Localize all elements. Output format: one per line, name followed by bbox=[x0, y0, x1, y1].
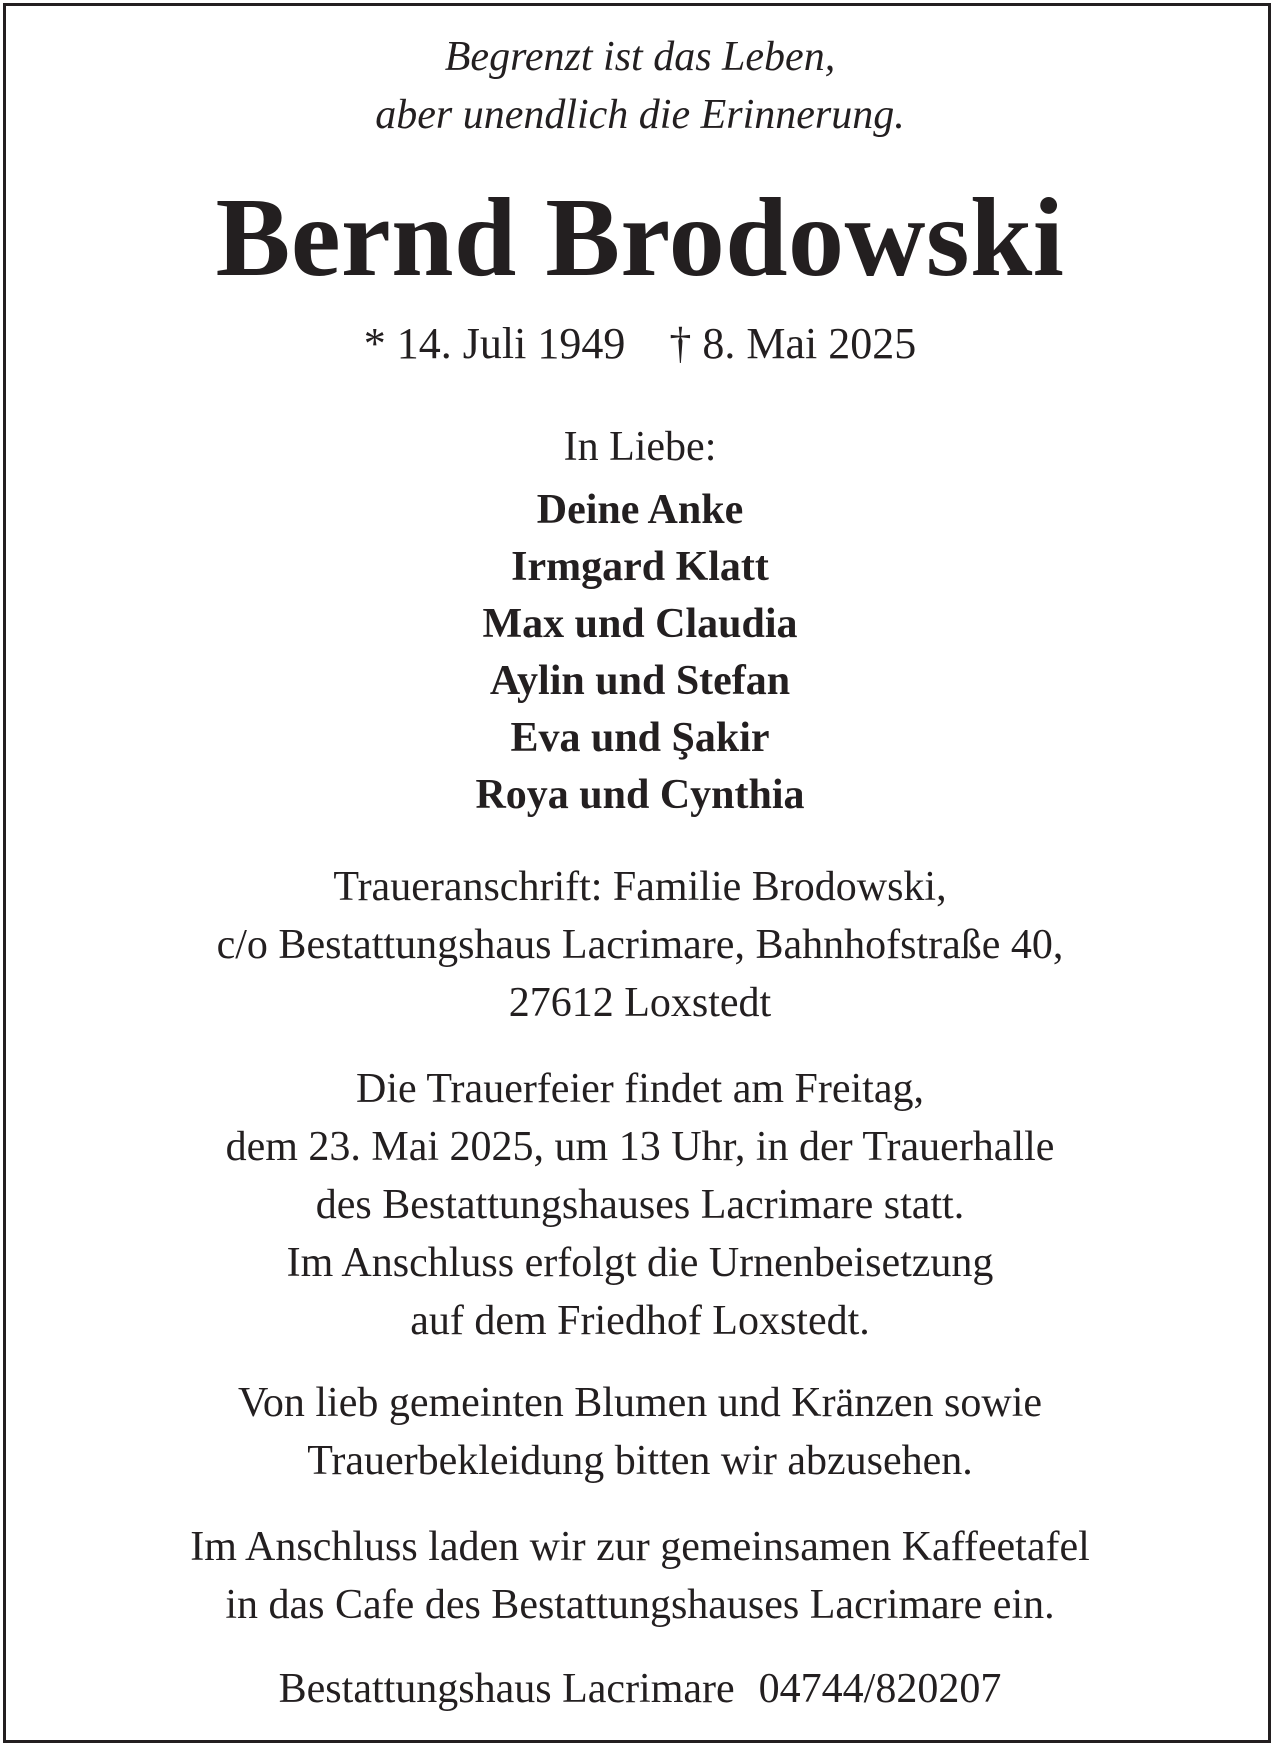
death-date: † 8. Mai 2025 bbox=[669, 319, 917, 368]
ceremony-line: auf dem Friedhof Loxstedt. bbox=[410, 1298, 870, 1344]
coffee-invitation bbox=[0, 1518, 1280, 1634]
coffee-line: Im Anschluss laden wir zur gemeinsamen Kaffeetafel bbox=[190, 1524, 1090, 1570]
funeral-home-contact bbox=[0, 1660, 1280, 1718]
mourner-name: Aylin und Stefan bbox=[489, 658, 791, 704]
address-line: Traueranschrift: Familie Brodowski, bbox=[333, 864, 947, 910]
mourner-name: Irmgard Klatt bbox=[511, 544, 769, 590]
address-line: 27612 Loxstedt bbox=[508, 980, 772, 1026]
ceremony-line: des Bestattungshauses Lacrimare statt. bbox=[315, 1182, 965, 1228]
deceased-name: Bernd Brodowski bbox=[215, 176, 1065, 300]
funeral-home-name: Bestattungshaus Lacrimare bbox=[278, 1666, 735, 1712]
birth-date: * 14. Juli 1949 bbox=[363, 319, 626, 368]
flowers-request bbox=[0, 1374, 1280, 1490]
ceremony-line: Die Trauerfeier findet am Freitag, bbox=[356, 1066, 924, 1112]
mourner-name: Deine Anke bbox=[536, 487, 744, 533]
flowers-line: Trauerbekleidung bitten wir abzusehen. bbox=[307, 1438, 973, 1484]
flowers-line: Von lieb gemeinten Blumen und Kränzen sowie bbox=[237, 1380, 1043, 1426]
mourner-name: Eva und Şakir bbox=[510, 715, 770, 761]
mourner-name: Roya und Cynthia bbox=[475, 772, 805, 818]
motto-line: Begrenzt ist das Leben, bbox=[444, 34, 836, 80]
motto-quote bbox=[0, 28, 1280, 144]
coffee-line: in das Cafe des Bestattungshauses Lacrimare ein. bbox=[225, 1582, 1055, 1628]
motto-line: aber unendlich die Erinnerung. bbox=[375, 92, 905, 138]
ceremony-line: Im Anschluss erfolgt die Urnenbeisetzung bbox=[286, 1240, 994, 1286]
life-dates bbox=[0, 314, 1280, 374]
mourners-label: In Liebe: bbox=[563, 424, 717, 470]
ceremony-info bbox=[0, 1060, 1280, 1350]
mourning-address bbox=[0, 858, 1280, 1032]
address-line: c/o Bestattungshaus Lacrimare, Bahnhofstraße 40, bbox=[216, 922, 1064, 968]
mourner-name: Max und Claudia bbox=[482, 601, 798, 647]
mourners-list bbox=[0, 482, 1280, 824]
ceremony-line: dem 23. Mai 2025, um 13 Uhr, in der Trauerhalle bbox=[225, 1124, 1055, 1170]
funeral-home-phone: 04744/820207 bbox=[758, 1666, 1002, 1712]
